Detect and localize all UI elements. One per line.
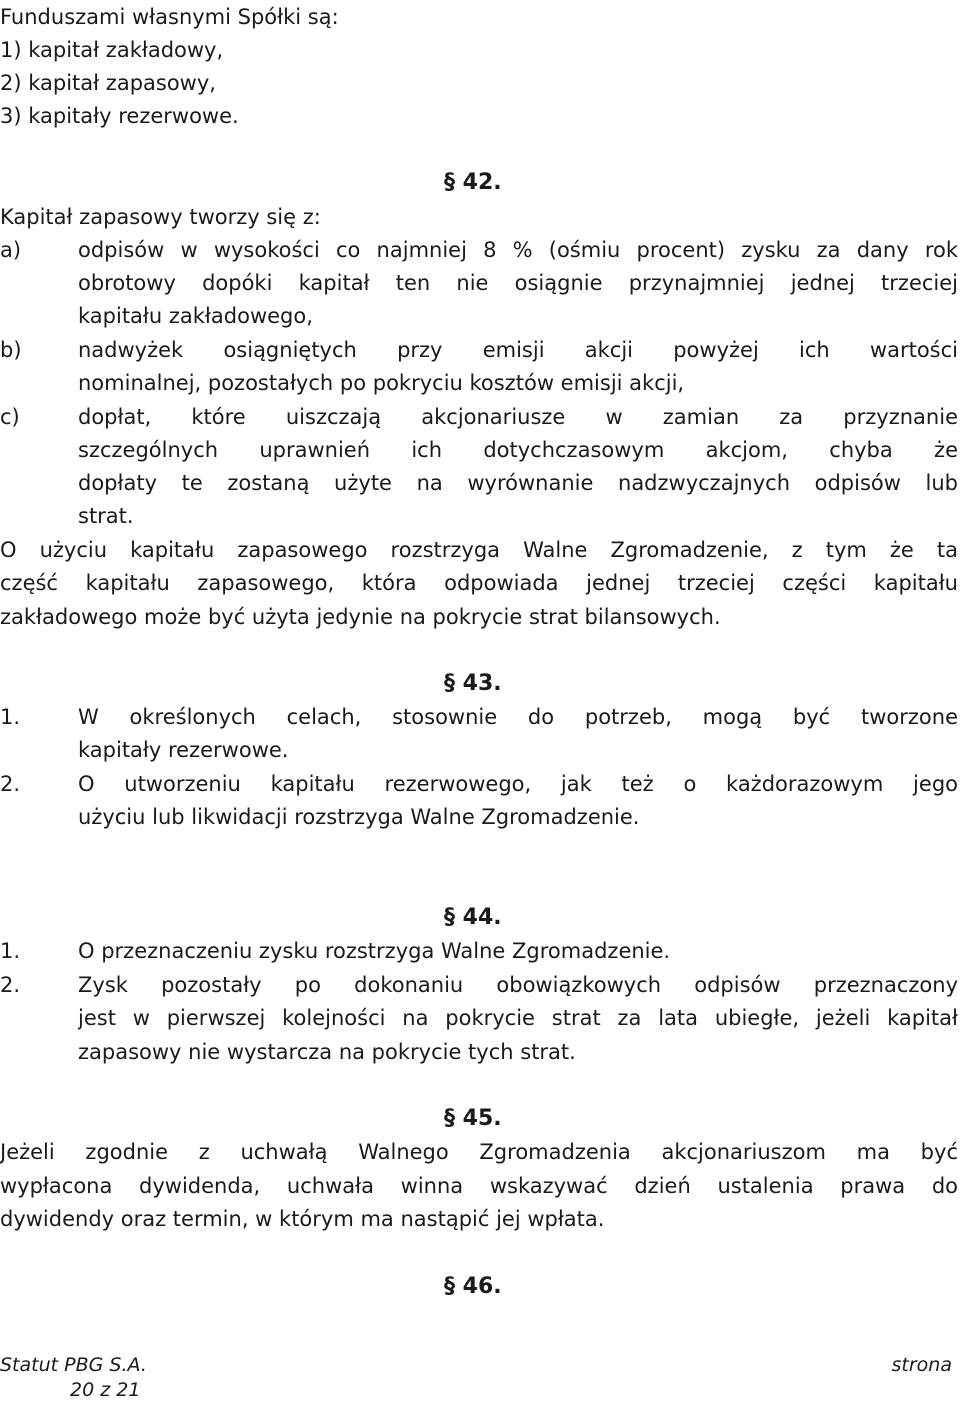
s42-item-c-line-1: dopłat, które uiszczają akcjonariusze w zamian za przyznanie <box>78 405 958 429</box>
s42-item-a-marker: a) <box>0 238 22 262</box>
s45-line-1: Jeżeli zgodnie z uchwałą Walnego Zgromadzenia akcjonariuszom ma być <box>0 1140 958 1164</box>
s44-point-2-line-3: zapasowy nie wystarcza na pokrycie tych strat. <box>78 1040 576 1064</box>
intro-item-1: 1) kapitał zakładowy, <box>0 38 224 62</box>
s45-line-2: wypłacona dywidenda, uchwała winna wskazywać dzień ustalenia prawa do <box>0 1174 958 1198</box>
s43-point-1-marker: 1. <box>0 705 21 729</box>
s42-closing-line-3: zakładowego może być użyta jedynie na pokrycie strat bilansowych. <box>0 605 721 629</box>
intro-item-3: 3) kapitały rezerwowe. <box>0 104 239 128</box>
s42-item-c-marker: c) <box>0 405 20 429</box>
s44-point-2-line-1: Zysk pozostały po dokonaniu obowiązkowych odpisów przeznaczony <box>78 973 958 997</box>
s42-closing-line-1: O użyciu kapitału zapasowego rozstrzyga Walne Zgromadzenie, z tym że ta <box>0 538 958 562</box>
footer-page-number: 20 z 21 <box>70 1379 141 1401</box>
footer-page-label: strona <box>891 1354 952 1376</box>
intro-lead: Funduszami własnymi Spółki są: <box>0 5 339 29</box>
s43-point-1-line-2: kapitały rezerwowe. <box>78 738 289 762</box>
s44-point-1 <box>0 934 958 968</box>
s42-item-b <box>0 333 958 367</box>
section-heading-42: § 42. <box>444 170 502 195</box>
footer-document-title: Statut PBG S.A. <box>0 1354 147 1376</box>
s42-item-c-line-4: strat. <box>78 504 134 528</box>
s44-point-1-marker: 1. <box>0 939 21 963</box>
section-heading-44: § 44. <box>444 905 502 930</box>
s43-point-2-line-1: O utworzeniu kapitału rezerwowego, jak też o każdorazowym jego <box>78 772 958 796</box>
s44-point-2 <box>0 968 958 1002</box>
s42-closing-line-2: część kapitału zapasowego, która odpowiada jednej trzeciej części kapitału <box>0 571 958 595</box>
section-heading-46: § 46. <box>444 1274 502 1299</box>
s43-point-1-line-1: W określonych celach, stosownie do potrzeb, mogą być tworzone <box>78 705 958 729</box>
s42-item-b-marker: b) <box>0 338 22 362</box>
s42-item-a-line-2: obrotowy dopóki kapitał ten nie osiągnie przynajmniej jednej trzeciej <box>78 271 958 295</box>
section-heading-45: § 45. <box>444 1106 502 1131</box>
s42-item-c-line-2: szczególnych uprawnień ich dotychczasowym akcjom, chyba że <box>78 438 958 462</box>
s44-point-2-marker: 2. <box>0 973 21 997</box>
s42-item-a <box>0 233 958 267</box>
s42-item-c-line-3: dopłaty te zostaną użyte na wyrównanie nadzwyczajnych odpisów lub <box>78 471 958 495</box>
s43-point-2-line-2: użyciu lub likwidacji rozstrzyga Walne Zgromadzenie. <box>78 805 640 829</box>
s44-point-1-line-1: O przeznaczeniu zysku rozstrzyga Walne Zgromadzenie. <box>78 939 671 963</box>
s42-item-b-line-1: nadwyżek osiągniętych przy emisji akcji powyżej ich wartości <box>78 338 958 362</box>
s42-item-a-line-1: odpisów w wysokości co najmniej 8 % (ośmiu procent) zysku za dany rok <box>78 238 958 262</box>
s42-item-c <box>0 400 958 434</box>
s44-point-2-line-2: jest w pierwszej kolejności na pokrycie strat za lata ubiegłe, jeżeli kapitał <box>78 1006 958 1030</box>
s42-item-a-line-3: kapitału zakładowego, <box>78 304 313 328</box>
s43-point-2 <box>0 767 958 801</box>
s43-point-1 <box>0 700 958 734</box>
s45-line-3: dywidendy oraz termin, w którym ma nastąpić jej wpłata. <box>0 1207 605 1231</box>
s42-item-b-line-2: nominalnej, pozostałych po pokryciu kosztów emisji akcji, <box>78 371 685 395</box>
s42-lead: Kapitał zapasowy tworzy się z: <box>0 205 321 229</box>
s43-point-2-marker: 2. <box>0 772 21 796</box>
intro-item-2: 2) kapitał zapasowy, <box>0 71 216 95</box>
section-heading-43: § 43. <box>444 671 502 696</box>
